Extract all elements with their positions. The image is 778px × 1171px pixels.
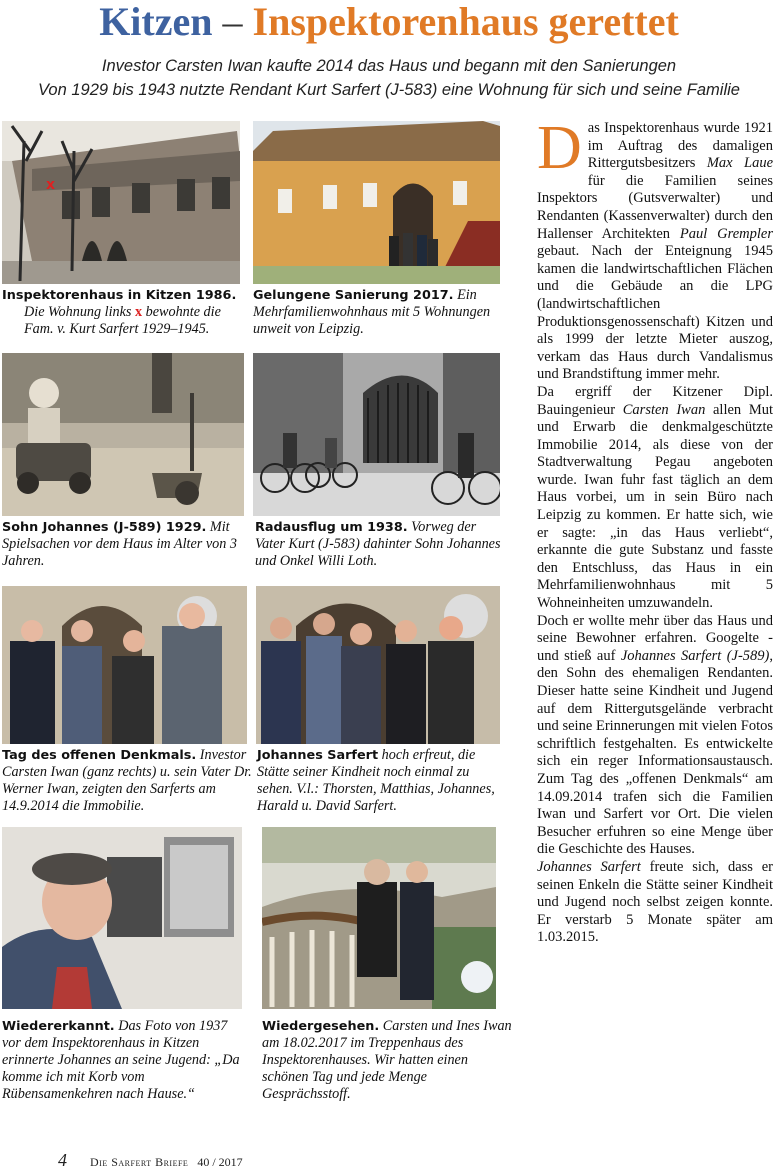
page-number: 4 — [58, 1150, 67, 1170]
svg-text:x: x — [46, 177, 56, 193]
caption-8: Wiedergesehen. Carsten und Ines Iwan am 18.02.2017 im Treppenhaus des Inspektorenhauses. Wir hatten einen schönen Tag und jede Menge Gesprächsstoff. — [262, 1018, 512, 1102]
publication-name: Die Sarfert Briefe — [90, 1155, 189, 1169]
page-title — [0, 2, 778, 42]
caption-4: Radausflug um 1938. Vorweg der Vater Kurt (J-583) dahinter Sohn Johannes und Onkel Willi Loth. — [255, 519, 501, 569]
issue-number: 40 / 2017 — [197, 1155, 243, 1169]
caption-3: Sohn Johannes (J-589) 1929. Mit Spielsachen vor dem Haus im Alter von 3 Jahren. — [2, 519, 237, 569]
photo-house-1986 — [2, 121, 240, 284]
photo-sarfert-family — [256, 586, 500, 744]
subtitle-line1: Investor Carsten Iwan kaufte 2014 das Haus und begann mit den Sanierungen — [101, 57, 677, 75]
photo-son-1929 — [2, 353, 244, 516]
caption-1-title: Inspektorenhaus in Kitzen 1986. — [2, 288, 237, 303]
article-paragraph-3: Doch er wollte mehr über das Haus und seine Bewohner erfahren. Googelte - und stieß auf Johannes Sarfert (J-589), den Sohn des ehemaligen Rendanten. Dieser hatte seine Kindheit und Jugend auf dem Rittergutsgelände verbracht und seine Erinnerungen mit vielen Fotos schriftlich festgehalten. Es entwickelte sich ein reger Informationsaustausch. Zum Tag des „offenen Denkmals“ am 14.09.2014 trafen sich die Familien Iwan und Sarfert vor Ort. Die vielen Besucher erfuhren so eine Menge über die Geschichte des Hauses. — [537, 612, 773, 858]
title-part1: Kitzen — [99, 0, 213, 44]
title-dash: – — [222, 0, 243, 44]
drop-cap: D — [537, 114, 582, 182]
x-mark: x — [135, 304, 143, 320]
page-footer — [58, 1150, 243, 1171]
photo-seen-again — [262, 827, 496, 1009]
caption-5: Tag des offenen Denkmals. Investor Carsten Iwan (ganz rechts) u. sein Vater Dr. Werner Iwan, zeigten den Sarferts am 14.9.2014 die Immobilie. — [2, 747, 252, 814]
photo-recognized — [2, 827, 242, 1009]
caption-1: Inspektorenhaus in Kitzen 1986. Die Wohnung links x bewohnte die Fam. v. Kurt Sarfert 1929–1945. — [2, 288, 237, 337]
caption-2: Gelungene Sanierung 2017. Ein Mehrfamilienwohnhaus mit 5 Wohnungen unweit von Leipzig. — [253, 287, 491, 337]
photo-bike-ride-1938 — [253, 353, 500, 516]
article-paragraph-1: Das Inspektorenhaus wurde 1921 im Auftrag des damaligen Rittergutsbesitzers Max Laue für die Familien seines Inspektors (Gutsverwalter) und Rendanten (Kassenverwalter) durch den Hallenser Architekten Paul Grempler gebaut. Nach der Enteignung 1945 kamen die landwirtschaftlichen Flächen und die Gebäude an die LPG (landwirtschaftlichen Produktionsgenossenschaft) Kitzen und als 1999 der letzte Mieter auszog, verkam das Haus durch Vandalismus und Brandstiftung immer mehr. — [537, 114, 774, 383]
article-paragraph-2: Da ergriff der Kitzener Dipl. Bauingenieur Carsten Iwan allen Mut und Erwarb die denkmalgeschützte Immobilie 2014, als diese von der Stadtverwaltung Pegau angeboten wurde. Iwan fuhr fast täglich an dem Haus vorbei, um in sein Büro nach Leipzig zu kommen. Er hatte sich, wie er sagte: „in das Haus verliebt“, erkannte die gute Substanz und fasste den Entschluss, das Haus in ein Mehrfamilienwohnhaus mit 5 Wohneinheiten umzuwandeln. — [537, 383, 773, 612]
article-text — [537, 114, 774, 947]
caption-6: Johannes Sarfert hoch erfreut, die Stätte seiner Kindheit noch einmal zu sehen. V.l.: Thorsten, Matthias, Johannes, Harald u. David Sarfert. — [257, 747, 495, 814]
caption-7: Wiedererkannt. Das Foto von 1937 vor dem Inspektorenhaus in Kitzen erinnerte Johannes an seine Jugend: „Da komme ich mit Korb vom Rübensamenkehren nach Hause.“ — [2, 1018, 240, 1102]
photo-renovated-2017 — [253, 121, 500, 284]
title-part2: Inspektorenhaus gerettet — [252, 0, 679, 44]
subtitle-line2: Von 1929 bis 1943 nutzte Rendant Kurt Sarfert (J-583) eine Wohnung für sich und seine Familie — [38, 81, 740, 99]
article-paragraph-4: Johannes Sarfert freute sich, dass er seinen Enkeln die Stätte seiner Kindheit und Jugend noch selbst zeigen konnte. Er verstarb 5 Monate später am 1.03.2015. — [537, 858, 773, 946]
photo-monument-day — [2, 586, 247, 744]
